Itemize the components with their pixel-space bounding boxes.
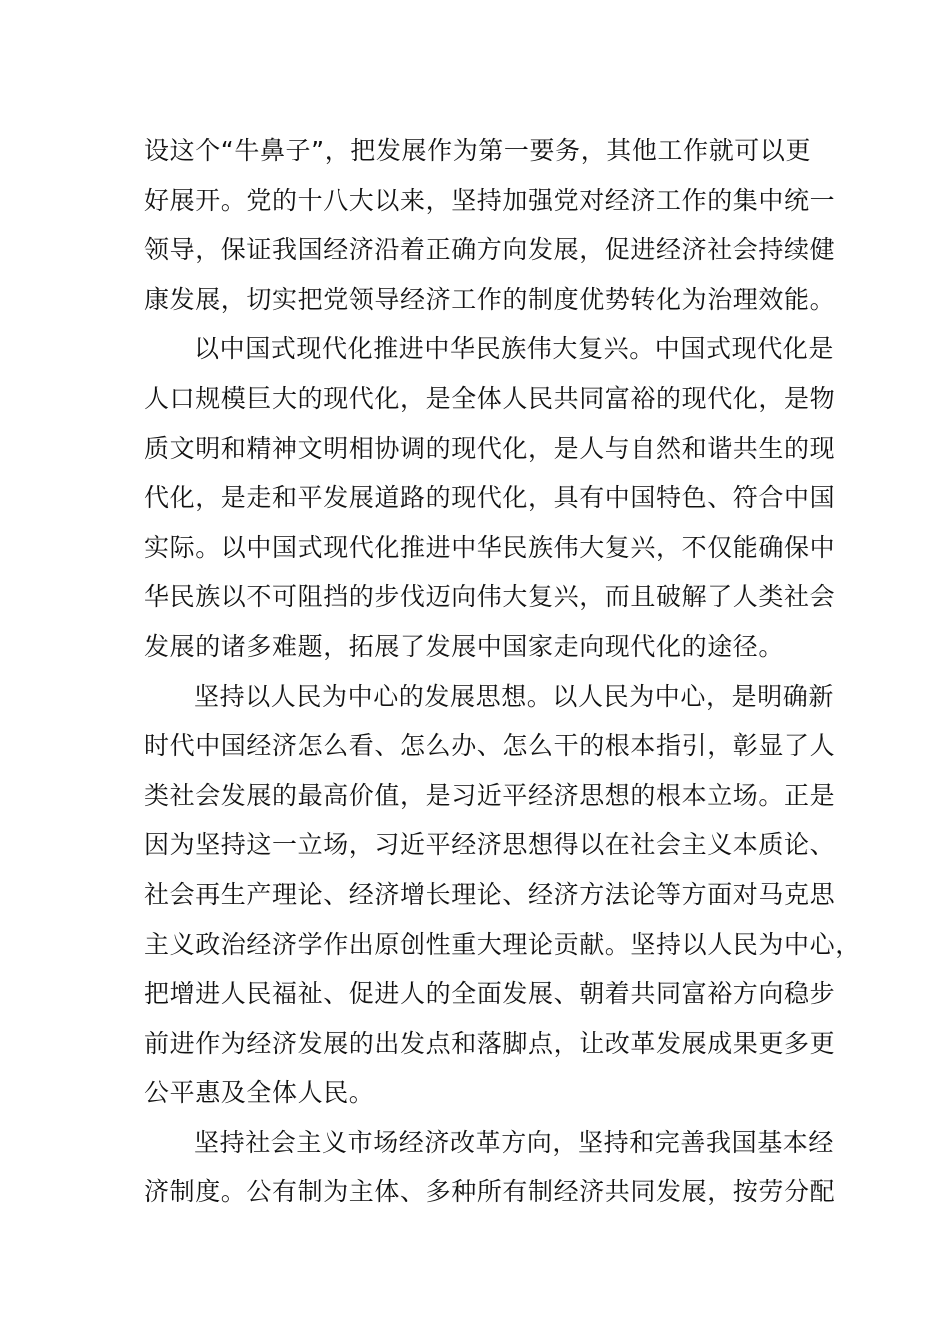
- text-line: 人口规模巨大的现代化，是全体人民共同富裕的现代化，是物: [144, 383, 836, 413]
- text-line: 社会再生产理论、经济增长理论、经济方法论等方面对马克思: [144, 879, 836, 909]
- text-line: 济制度。公有制为主体、多种所有制经济共同发展，按劳分配: [144, 1177, 836, 1207]
- paragraph-first-line: 坚持以人民为中心的发展思想。以人民为中心，是明确新: [194, 681, 835, 711]
- text-line: 时代中国经济怎么看、怎么办、怎么干的根本指引，彰显了人: [144, 731, 836, 761]
- text-line: 主义政治经济学作出原创性重大理论贡献。坚持以人民为中心，: [144, 929, 861, 959]
- text-line: 质文明和精神文明相协调的现代化，是人与自然和谐共生的现: [144, 433, 836, 463]
- text-line: 华民族以不可阻挡的步伐迈向伟大复兴，而且破解了人类社会: [144, 582, 836, 612]
- body-text: [144, 126, 861, 1217]
- text-line: 实际。以中国式现代化推进中华民族伟大复兴，不仅能确保中: [144, 532, 836, 562]
- text-line: 把增进人民福祉、促进人的全面发展、朝着共同富裕方向稳步: [144, 979, 836, 1009]
- text-line: 好展开。党的十八大以来，坚持加强党对经济工作的集中统一: [144, 185, 836, 215]
- text-line: 发展的诸多难题，拓展了发展中国家走向现代化的途径。: [144, 631, 785, 661]
- paragraph-first-line: 坚持社会主义市场经济改革方向，坚持和完善我国基本经: [194, 1127, 835, 1157]
- text-line: 康发展，切实把党领导经济工作的制度优势转化为治理效能。: [144, 284, 836, 314]
- text-line: 因为坚持这一立场，习近平经济思想得以在社会主义本质论、: [144, 830, 836, 860]
- text-line: 代化，是走和平发展道路的现代化，具有中国特色、符合中国: [144, 483, 836, 513]
- paragraph-first-line: 以中国式现代化推进中华民族伟大复兴。中国式现代化是: [194, 334, 835, 364]
- text-line: 前进作为经济发展的出发点和落脚点，让改革发展成果更多更: [144, 1028, 836, 1058]
- text-line: 领导，保证我国经济沿着正确方向发展，促进经济社会持续健: [144, 235, 836, 265]
- text-line: 类社会发展的最高价值，是习近平经济思想的根本立场。正是: [144, 780, 836, 810]
- text-line: 设这个“牛鼻子”，把发展作为第一要务，其他工作就可以更: [144, 136, 812, 165]
- text-line: 公平惠及全体人民。: [144, 1078, 375, 1108]
